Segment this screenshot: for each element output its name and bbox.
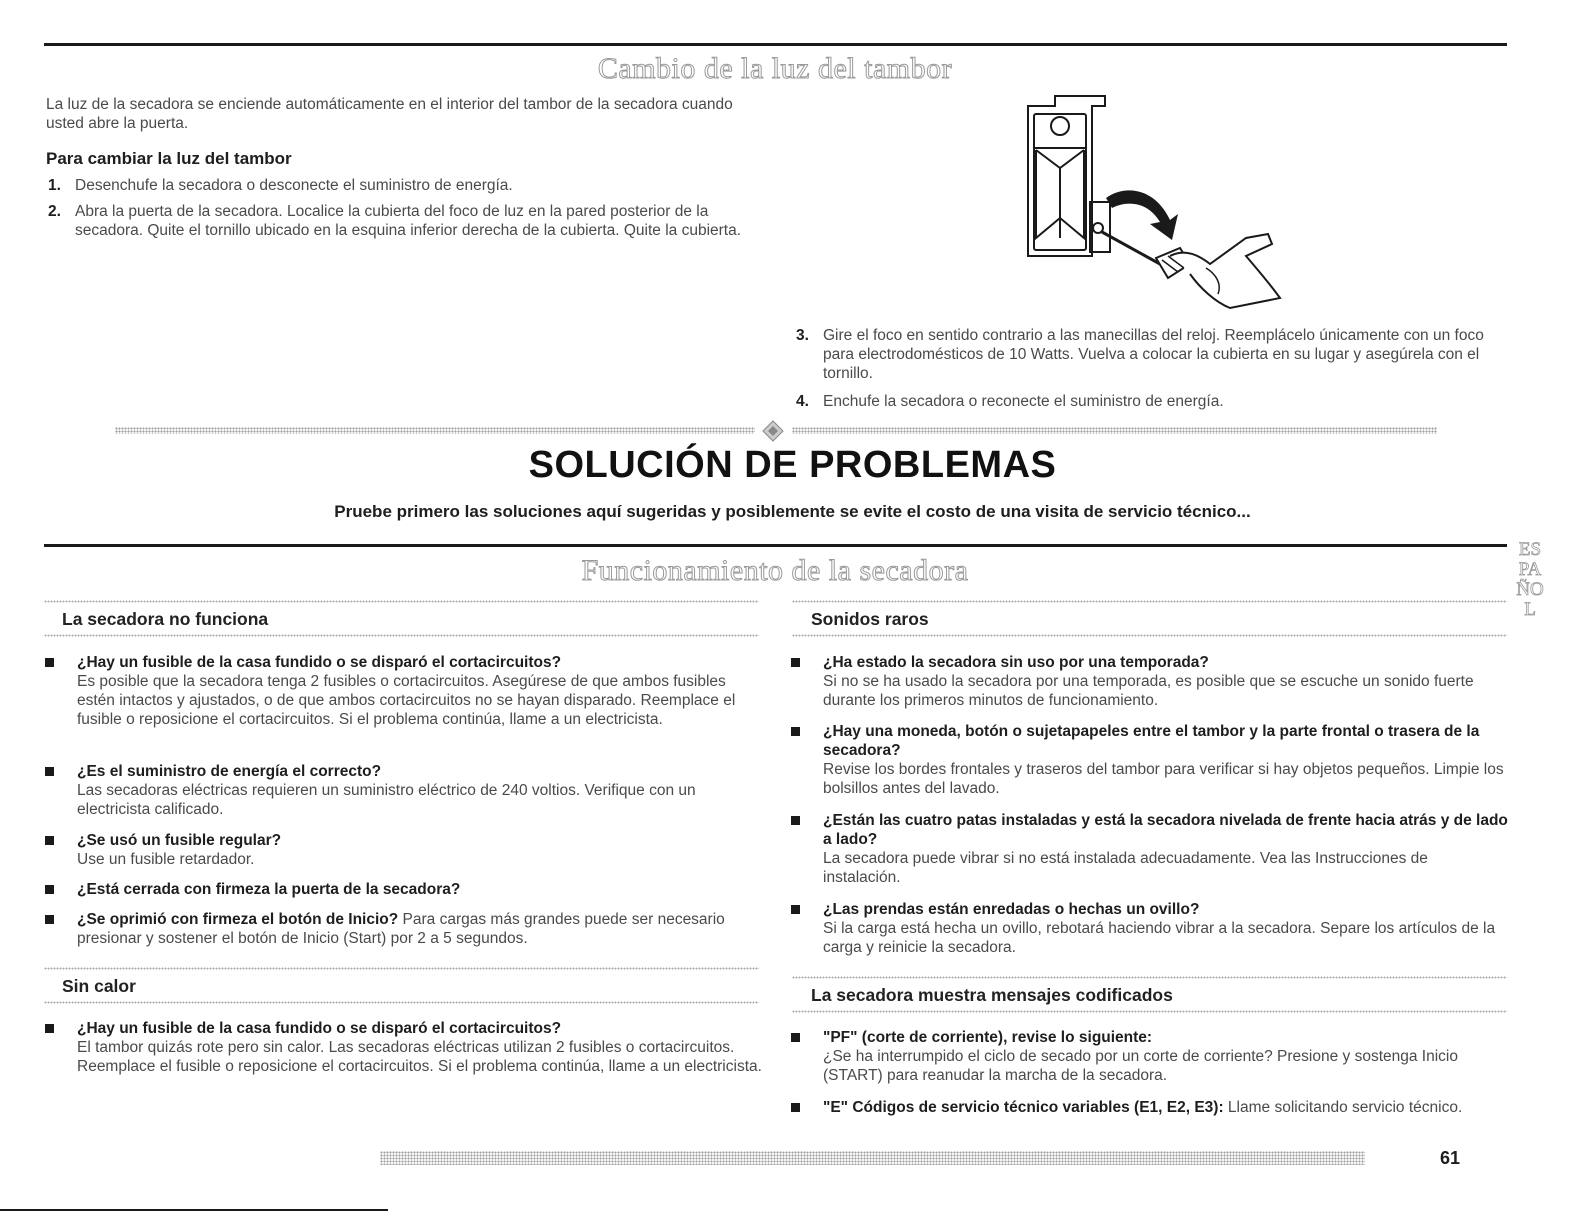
- drum-light-illustration: [1010, 88, 1310, 313]
- list-item: [823, 1028, 1508, 1085]
- step-4: [796, 392, 1508, 411]
- bullet-icon: [45, 885, 54, 894]
- bullet-icon: [791, 1103, 800, 1112]
- step-number: 3.: [796, 327, 809, 344]
- intro-text: La luz de la secadora se enciende automáticamente en el interior del tambor de la secadora cuando usted abre la puerta.: [46, 96, 733, 132]
- item-answer: La secadora puede vibrar si no está instalada adecuadamente. Vea las Instrucciones de instalación.: [823, 850, 1428, 886]
- side-language-tab: ESPAÑOL: [1516, 539, 1544, 620]
- item-answer: Si la carga está hecha un ovillo, rebotará haciendo vibrar a la secadora. Separe los artículos de la carga y reinicie la secadora.: [823, 920, 1496, 956]
- dotted-separator-right: [792, 427, 1437, 434]
- item-answer: Las secadoras eléctricas requieren un suministro eléctrico de 240 voltios. Verifique con un electricista calificado.: [77, 782, 696, 818]
- heading-sin-calor: Sin calor: [62, 976, 136, 996]
- item-question: ¿Hay un fusible de la casa fundido o se disparó el cortacircuitos?: [77, 654, 562, 671]
- page-title: SOLUCIÓN DE PROBLEMAS: [528, 444, 1057, 486]
- list-item: [823, 1098, 1508, 1117]
- list-item: [823, 722, 1508, 798]
- item-question: "E" Códigos de servicio técnico variables (E1, E2, E3):: [823, 1099, 1224, 1116]
- item-answer: El tambor quizás rote pero sin calor. Las secadoras eléctricas utilizan 2 fusibles o cortacircuitos. Reemplace el fusible o reposicione el cortacircuitos. Si el problema continúa, llame a un electricista.: [77, 1039, 762, 1075]
- step-1: [48, 176, 765, 195]
- bullet-icon: [45, 658, 54, 667]
- step-3: [796, 326, 1508, 383]
- page-number: 61: [1440, 1148, 1461, 1168]
- item-answer: Use un fusible retardador.: [77, 851, 255, 868]
- heading-rule-bottom: [44, 634, 759, 637]
- bullet-icon: [791, 1033, 800, 1042]
- bullet-icon: [45, 915, 54, 924]
- bullet-icon: [791, 905, 800, 914]
- heading-rule-top: [44, 600, 759, 603]
- list-item: [823, 653, 1508, 710]
- list-item: [77, 910, 762, 948]
- heading-rule-top: [792, 600, 1507, 603]
- item-question: ¿Se oprimió con firmeza el botón de Inicio?: [77, 911, 399, 928]
- subtitle-change-light: Para cambiar la luz del tambor: [46, 149, 292, 168]
- bullet-icon: [791, 727, 800, 736]
- step-text: Abra la puerta de la secadora. Localice la cubierta del foco de luz en la pared posterior de la secadora. Quite el tornillo ubicado en la esquina inferior derecha de la cubierta. Quite la cubierta.: [75, 203, 742, 239]
- dotted-separator-left: [115, 427, 755, 434]
- item-answer: Si no se ha usado la secadora por una temporada, es posible que se escuche un sonido fuerte durante los primeros minutos de funcionamiento.: [823, 673, 1474, 709]
- item-question: "PF" (corte de corriente), revise lo siguiente:: [823, 1029, 1153, 1046]
- heading-sonidos-raros: Sonidos raros: [811, 609, 929, 629]
- footer-dotted-bar: [380, 1151, 1365, 1165]
- step-number: 2.: [48, 203, 61, 220]
- item-question: ¿Están las cuatro patas instaladas y está la secadora nivelada de frente hacia atrás y de lado a lado?: [823, 812, 1508, 848]
- heading-rule-bottom: [792, 634, 1507, 637]
- footer-rule: [0, 1209, 388, 1211]
- item-question: ¿Se usó un fusible regular?: [77, 832, 282, 849]
- heading-no-funciona: La secadora no funciona: [62, 609, 269, 629]
- heading-rule-bottom: [792, 1010, 1507, 1013]
- heading-rule-bottom: [44, 1001, 759, 1004]
- list-item: [77, 1019, 762, 1076]
- section-rule: [44, 544, 1507, 547]
- item-question: ¿Es el suministro de energía el correcto?: [77, 763, 382, 780]
- bullet-icon: [45, 836, 54, 845]
- list-item: [823, 900, 1508, 957]
- section-title-dryer-operation: Funcionamiento de la secadora: [581, 554, 969, 587]
- item-answer: ¿Se ha interrumpido el ciclo de secado por un corte de corriente? Presione y sostenga Inicio (START) para reanudar la marcha de la secadora.: [823, 1048, 1458, 1084]
- item-question: ¿Hay un fusible de la casa fundido o se disparó el cortacircuitos?: [77, 1020, 562, 1037]
- list-item: [823, 811, 1508, 887]
- item-question: ¿Hay una moneda, botón o sujetapapeles entre el tambor y la parte frontal o trasera de la secadora?: [823, 723, 1480, 759]
- item-answer: Llame solicitando servicio técnico.: [1223, 1099, 1463, 1116]
- list-item: [77, 653, 762, 729]
- step-text: Enchufe la secadora o reconecte el suministro de energía.: [823, 393, 1224, 410]
- diamond-ornament-icon: [762, 420, 784, 442]
- heading-mensajes-codificados: La secadora muestra mensajes codificados: [811, 985, 1173, 1005]
- top-rule: [44, 43, 1507, 46]
- item-answer: Es posible que la secadora tenga 2 fusibles o cortacircuitos. Asegúrese de que ambos fusibles estén intactos y ajustados, o de que ambos cortacircuitos no se hayan disparado. Reemplace el fusible o reposicione el cortacircuitos. Si el problema continúa, llame a un electricista.: [77, 673, 736, 728]
- step-text: Desenchufe la secadora o desconecte el suministro de energía.: [75, 177, 513, 194]
- item-answer: Para cargas más grandes puede ser necesario presionar y sostener el botón de Inicio (Start) por 2 a 5 segundos.: [77, 911, 725, 947]
- heading-rule-top: [792, 976, 1507, 979]
- heading-rule-top: [44, 967, 759, 970]
- item-question: ¿Ha estado la secadora sin uso por una temporada?: [823, 654, 1209, 671]
- item-question: ¿Las prendas están enredadas o hechas un ovillo?: [823, 901, 1200, 918]
- list-item: [77, 762, 762, 819]
- step-2: [48, 202, 765, 240]
- item-answer: Revise los bordes frontales y traseros del tambor para verificar si hay objetos pequeños. Limpie los bolsillos antes del lavado.: [823, 761, 1504, 797]
- bullet-icon: [45, 1024, 54, 1033]
- list-item: [77, 831, 762, 869]
- bullet-icon: [791, 658, 800, 667]
- section-title-drum-light: Cambio de la luz del tambor: [597, 52, 953, 85]
- step-number: 1.: [48, 177, 61, 194]
- bullet-icon: [791, 816, 800, 825]
- page-subtitle: Pruebe primero las soluciones aquí sugeridas y posiblemente se evite el costo de una visita de servicio técnico...: [334, 502, 1251, 521]
- item-question: ¿Está cerrada con firmeza la puerta de la secadora?: [77, 881, 461, 898]
- list-item: [77, 880, 762, 899]
- step-text: Gire el foco en sentido contrario a las manecillas del reloj. Reemplácelo únicamente con un foco para electrodomésticos de 10 Watts. Vuelva a colocar la cubierta en su lugar y asegúrela con el tornillo.: [823, 327, 1484, 382]
- bullet-icon: [45, 767, 54, 776]
- step-number: 4.: [796, 393, 809, 410]
